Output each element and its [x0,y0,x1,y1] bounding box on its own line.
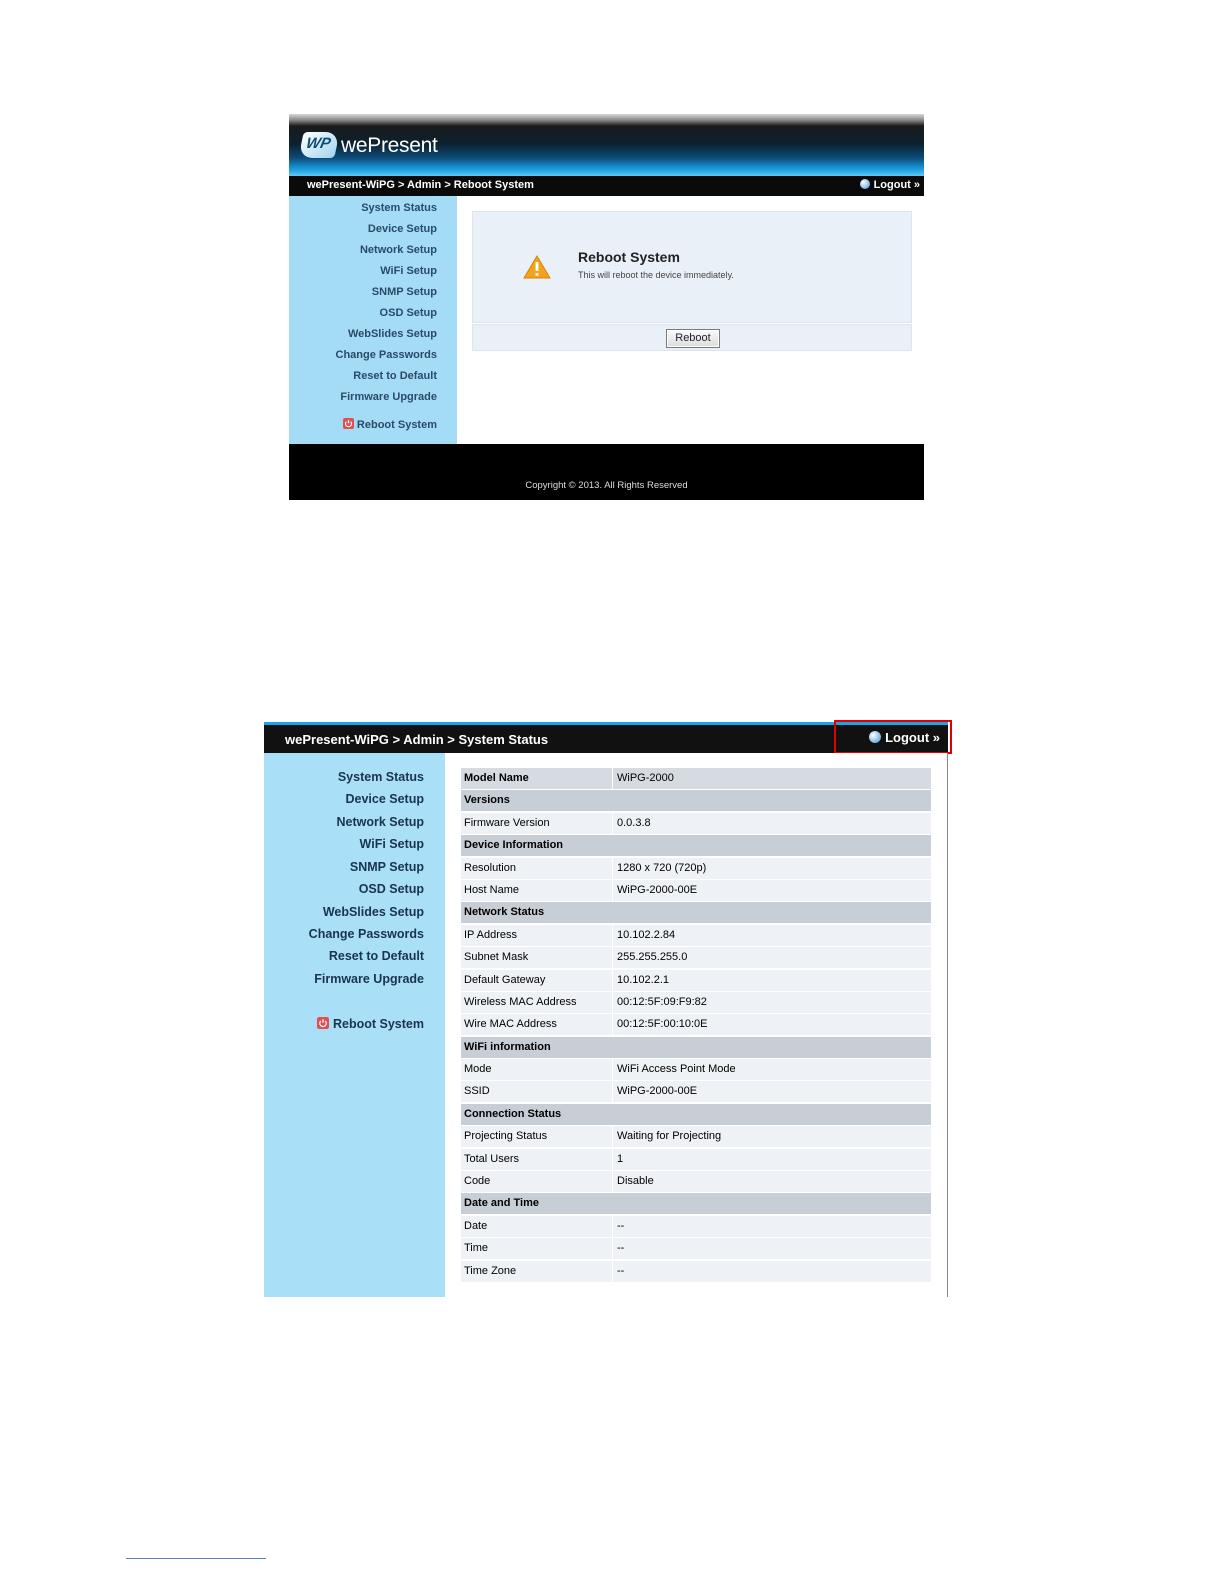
sidebar [289,196,457,444]
status-table [461,768,931,1283]
footnote-rule [126,1558,266,1559]
logout-highlight [834,720,952,754]
nav-network-setup[interactable]: Network Setup [359,244,437,256]
section-title: Network Status [464,906,545,919]
section-header-row [461,835,931,856]
nav-reboot-system[interactable] [317,1017,424,1031]
brand-name: wePresent [341,134,438,157]
row-key: Wire MAC Address [461,1014,612,1035]
globe-icon [869,731,881,743]
table-row [461,925,931,946]
power-icon [317,1017,329,1029]
logout-link[interactable] [860,179,920,191]
table-row [461,1059,931,1080]
table-row [461,1261,931,1282]
table-row [461,813,931,834]
breadcrumb: wePresent-WiPG > Admin > Reboot System [307,179,534,191]
row-value: 10.102.2.1 [613,970,931,991]
row-key: Default Gateway [461,970,612,991]
nav-device-setup[interactable]: Device Setup [345,792,424,806]
breadcrumb-bar [289,176,924,196]
nav-reboot-label: Reboot System [333,1017,424,1031]
section-title: Device Information [464,839,564,852]
globe-icon [860,179,870,189]
row-key: Date [461,1216,612,1237]
nav-system-status[interactable]: System Status [337,770,424,784]
table-row [461,1216,931,1237]
row-key: Total Users [461,1149,612,1170]
reboot-panel [472,211,912,323]
footer [289,444,924,500]
row-value: 0.0.3.8 [613,813,931,834]
row-key: Code [461,1171,612,1192]
nav-firmware-upgrade[interactable]: Firmware Upgrade [314,972,424,986]
table-row [461,1081,931,1102]
row-value: 1 [613,1149,931,1170]
main-content [445,753,948,1297]
table-row [461,1171,931,1192]
nav-osd-setup[interactable]: OSD Setup [358,882,424,896]
logout-label: Logout » [885,730,940,745]
row-value: WiPG-2000-00E [613,1081,931,1102]
row-key: Time [461,1238,612,1259]
section-header-row [461,1193,931,1214]
nav-reboot-label: Reboot System [356,419,437,431]
nav-reset-to-default[interactable]: Reset to Default [328,949,424,963]
row-key: Projecting Status [461,1126,612,1147]
row-value: WiPG-2000 [613,768,931,789]
table-row [461,1238,931,1259]
row-key: Subnet Mask [461,947,612,968]
nav-change-passwords[interactable]: Change Passwords [335,349,437,361]
row-value: 10.102.2.84 [613,925,931,946]
row-value: WiFi Access Point Mode [613,1059,931,1080]
table-row [461,970,931,991]
row-value: 00:12:5F:00:10:0E [613,1014,931,1035]
row-key: SSID [461,1081,612,1102]
reboot-button[interactable]: Reboot [666,329,720,348]
section-title: Connection Status [464,1107,562,1120]
row-key: Mode [461,1059,612,1080]
breadcrumb: wePresent-WiPG > Admin > System Status [285,732,549,747]
nav-wifi-setup[interactable]: WiFi Setup [359,837,424,851]
power-icon [343,418,354,429]
nav-reset-to-default[interactable]: Reset to Default [353,370,437,382]
table-row [461,880,931,901]
section-title: Versions [464,794,510,807]
row-value: 00:12:5F:09:F9:82 [613,992,931,1013]
row-key: Time Zone [461,1261,612,1282]
row-value: WiPG-2000-00E [613,880,931,901]
row-key: Host Name [461,880,612,901]
button-bar [472,324,912,351]
section-title: WiFi information [464,1040,551,1053]
nav-system-status[interactable]: System Status [361,202,437,214]
section-header-row [461,902,931,923]
row-key: Resolution [461,858,612,879]
row-value: Waiting for Projecting [613,1126,931,1147]
nav-webslides-setup[interactable]: WebSlides Setup [322,905,424,919]
nav-wifi-setup[interactable]: WiFi Setup [380,265,437,277]
header-banner [289,114,924,176]
table-row [461,947,931,968]
nav-device-setup[interactable]: Device Setup [367,223,437,235]
logout-link[interactable] [869,730,940,745]
nav-firmware-upgrade[interactable]: Firmware Upgrade [340,391,437,403]
reboot-system-screenshot [289,114,924,500]
warning-triangle-icon [523,255,551,279]
table-row [461,1014,931,1035]
nav-osd-setup[interactable]: OSD Setup [379,307,437,319]
table-row [461,858,931,879]
row-value: -- [613,1261,931,1282]
nav-change-passwords[interactable]: Change Passwords [308,927,424,941]
main-content [457,196,924,444]
row-key: Wireless MAC Address [461,992,612,1013]
copyright-text: Copyright © 2013. All Rights Reserved [525,480,688,491]
wepresent-logo-icon: WP [298,132,340,158]
section-header-row [461,790,931,811]
sidebar [264,753,445,1297]
system-status-screenshot [264,722,954,1297]
row-value: 255.255.255.0 [613,947,931,968]
section-header-row [461,1104,931,1125]
nav-webslides-setup[interactable]: WebSlides Setup [347,328,437,340]
row-value: -- [613,1238,931,1259]
row-value: -- [613,1216,931,1237]
table-row [461,768,931,789]
panel-message: This will reboot the device immediately. [578,270,734,280]
nav-snmp-setup[interactable]: SNMP Setup [371,286,437,298]
nav-snmp-setup[interactable]: SNMP Setup [349,860,424,874]
row-value: Disable [613,1171,931,1192]
row-key: Model Name [461,768,612,789]
table-row [461,1149,931,1170]
logout-label: Logout » [873,179,920,191]
panel-title: Reboot System [578,249,680,265]
row-key: Firmware Version [461,813,612,834]
row-key: IP Address [461,925,612,946]
section-title: Date and Time [464,1197,539,1210]
row-value: 1280 x 720 (720p) [613,858,931,879]
table-row [461,1126,931,1147]
section-header-row [461,1037,931,1058]
nav-network-setup[interactable]: Network Setup [336,815,424,829]
nav-reboot-system[interactable] [343,418,437,431]
table-row [461,992,931,1013]
